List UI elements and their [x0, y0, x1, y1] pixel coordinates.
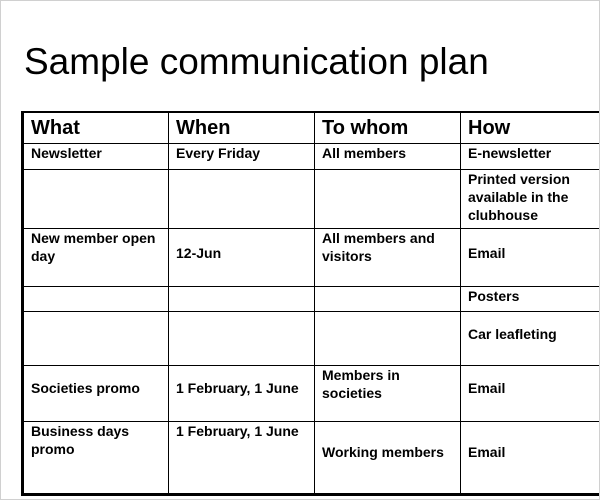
table-row	[23, 287, 600, 312]
cell-how: Email	[461, 422, 600, 495]
cell-when	[169, 287, 315, 312]
cell-when: 12-Jun	[169, 229, 315, 287]
table-row	[23, 312, 600, 366]
cell-to-whom: All members and visitors	[315, 229, 461, 287]
cell-how: E-newsletter	[461, 144, 600, 170]
cell-what: Business days promo	[23, 422, 169, 495]
cell-to-whom: Members in societies	[315, 366, 461, 422]
table-row	[23, 170, 600, 229]
cell-to-whom: Working members	[315, 422, 461, 495]
header-what: What	[23, 112, 169, 144]
cell-what	[23, 312, 169, 366]
table-row	[23, 144, 600, 170]
table-row	[23, 422, 600, 495]
cell-what: Newsletter	[23, 144, 169, 170]
table-header-row	[23, 112, 600, 144]
cell-how: Printed version available in the clubhouse	[461, 170, 600, 229]
table-row	[23, 229, 600, 287]
communication-plan-table	[21, 111, 600, 496]
cell-when	[169, 312, 315, 366]
cell-how: Email	[461, 366, 600, 422]
header-to-whom: To whom	[315, 112, 461, 144]
cell-when: 1 February, 1 June	[169, 366, 315, 422]
cell-to-whom	[315, 170, 461, 229]
header-when: When	[169, 112, 315, 144]
cell-to-whom: All members	[315, 144, 461, 170]
cell-to-whom	[315, 312, 461, 366]
cell-when: Every Friday	[169, 144, 315, 170]
cell-how: Posters	[461, 287, 600, 312]
cell-what	[23, 287, 169, 312]
cell-how: Email	[461, 229, 600, 287]
cell-what	[23, 170, 169, 229]
cell-when	[169, 170, 315, 229]
table-row	[23, 366, 600, 422]
page-title: Sample communication plan	[24, 41, 489, 82]
cell-how: Car leafleting	[461, 312, 600, 366]
cell-what: New member open day	[23, 229, 169, 287]
header-how: How	[461, 112, 600, 144]
cell-what: Societies promo	[23, 366, 169, 422]
cell-when: 1 February, 1 June	[169, 422, 315, 495]
cell-to-whom	[315, 287, 461, 312]
